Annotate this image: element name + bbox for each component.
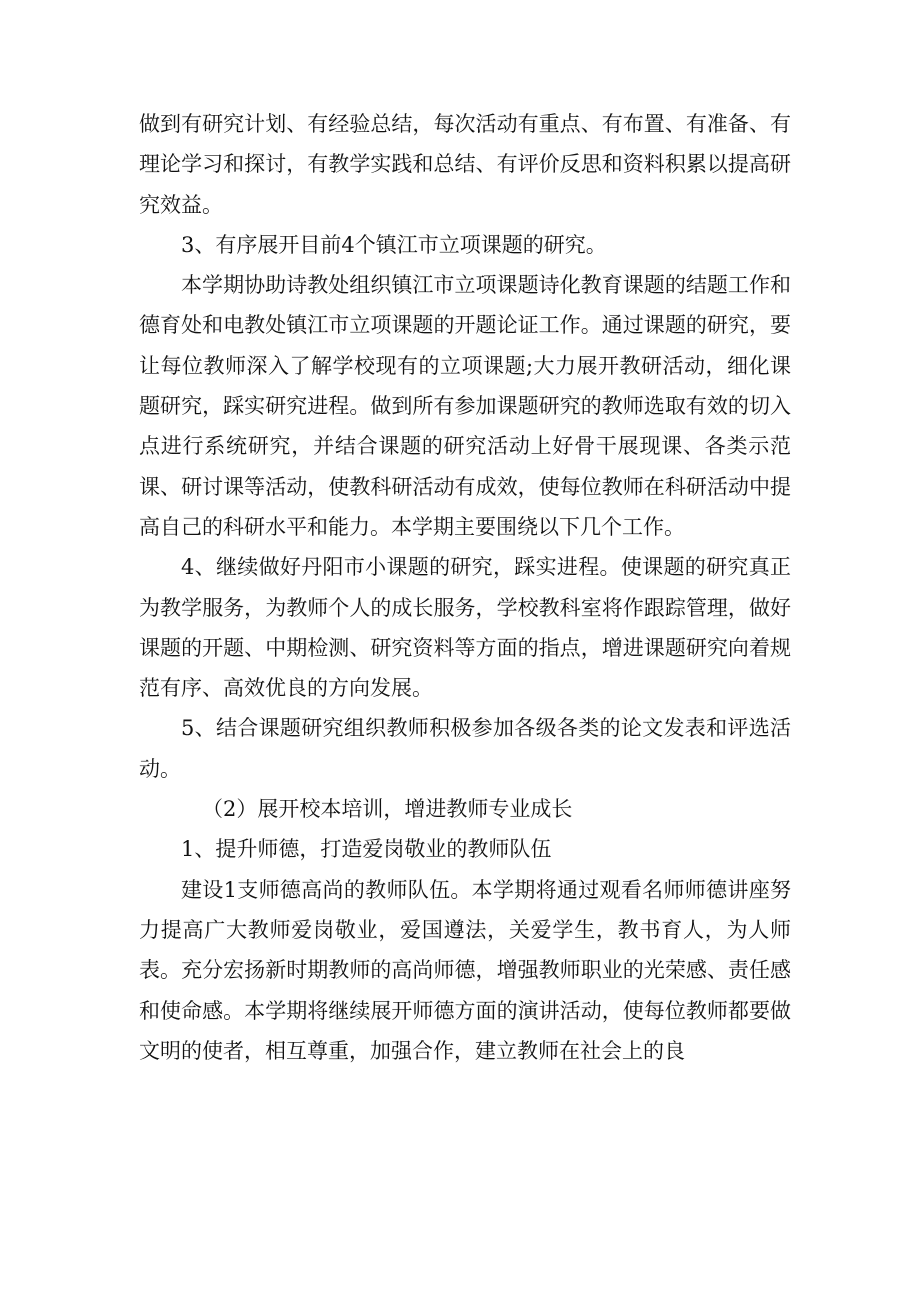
- subheading-ethics: 1、提升师德，打造爱岗敬业的教师队伍: [181, 837, 552, 862]
- document-body: [139, 104, 791, 1071]
- paragraph-semester-projects: 本学期协助诗教处组织镇江市立项课题诗化教育课题的结题工作和德育处和电教处镇江市立项课题的开题论证工作。通过课题的研究，要让每位教师深入了解学校现有的立项课题;大力展开教研活动，细化课题研究，踩实研究进程。做到所有参加课题研究的教师选取有效的切入点进行系统研究，并结合课题的研究活动上好骨干展现课、各类示范课、研讨课等活动，使教科研活动有成效，使每位教师在科研活动中提高自己的科研水平和能力。本学期主要围绕以下几个工作。: [139, 273, 791, 539]
- section-heading-training: （2）展开校本培训，增进教师专业成长: [202, 797, 573, 822]
- paragraph-research-plan: 做到有研究计划、有经验总结，每次活动有重点、有布置、有准备、有理论学习和探讨，有教学实践和总结、有评价反思和资料积累以提高研究效益。: [139, 112, 791, 217]
- paragraph-item-3: 3、有序展开目前4个镇江市立项课题的研究。: [181, 232, 607, 257]
- paragraph-item-4: 4、继续做好丹阳市小课题的研究，踩实进程。使课题的研究真正为教学服务，为教师个人的成长服务，学校教科室将作跟踪管理，做好课题的开题、中期检测、研究资料等方面的指点，增进课题研究向着规范有序、高效优良的方向发展。: [139, 555, 791, 701]
- paragraph-item-5: 5、结合课题研究组织教师积极参加各级各类的论文发表和评选活动。: [139, 716, 791, 781]
- paragraph-ethics-team: 建设1支师德高尚的教师队伍。本学期将通过观看名师师德讲座努力提高广大教师爱岗敬业，爱国遵法，关爱学生，教书育人，为人师表。充分宏扬新时期教师的高尚师德，增强教师职业的光荣感、责任感和使命感。本学期将继续展开师德方面的演讲活动，使每位教师都要做文明的使者，相互尊重，加强合作，建立教师在社会上的良: [139, 877, 791, 1063]
